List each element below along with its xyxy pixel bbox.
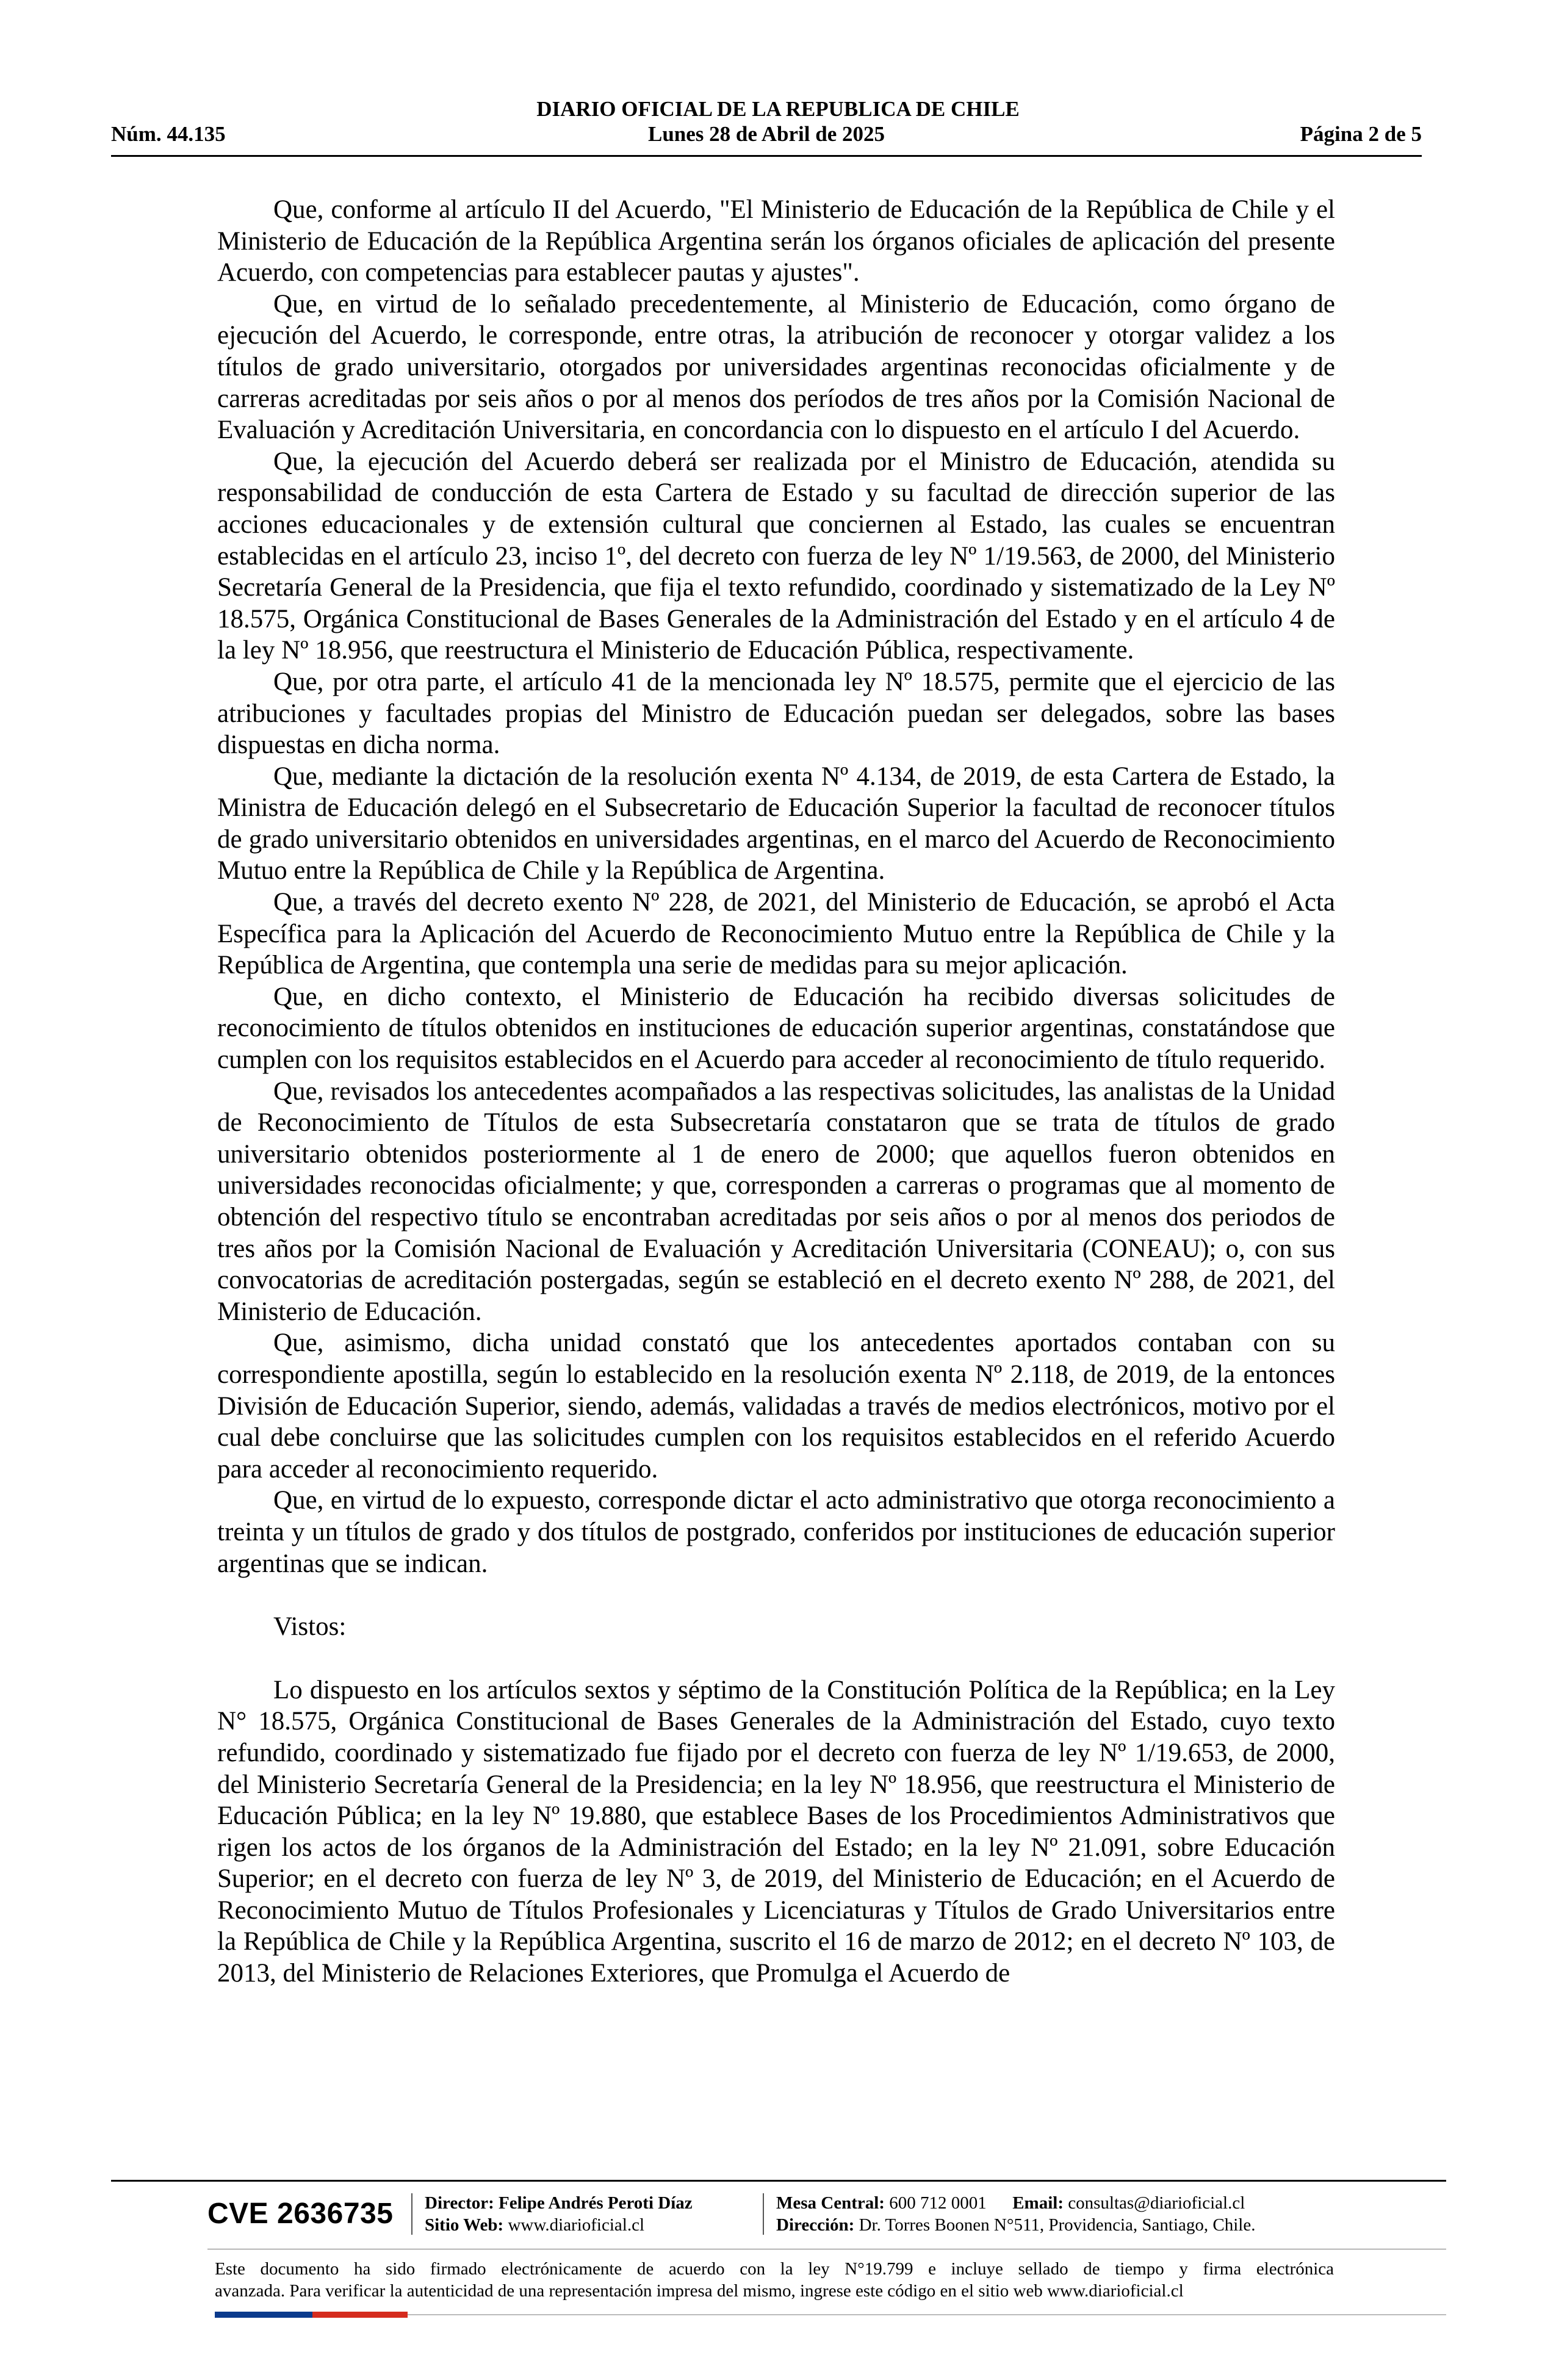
header-divider: [111, 155, 1422, 157]
paragraph: Que, en virtud de lo señalado precedentemente, al Ministerio de Educación, como órgano de ejecución del Acuerdo, le corresponde, entre otras, la atribución de reconocer y otorgar validez a los títulos de grado universitario, otorgados por universidades argentinas reconocidas oficialmente y de carreras acreditadas por seis años o por al menos dos períodos de tres años por la Comisión Nacional de Evaluación y Acreditación Universitaria, en concordancia con lo dispuesto en el artículo I del Acuerdo.: [217, 289, 1335, 445]
footer-bottom-rule: [408, 2314, 1446, 2315]
flag-red-segment: [312, 2312, 408, 2318]
notice-line-2: avanzada. Para verificar la autenticidad de una representación impresa del mismo, ingrese este código en el sitio web www.diarioficial.cl: [215, 2281, 1184, 2301]
paragraph: Que, la ejecución del Acuerdo deberá ser realizada por el Ministro de Educación, atendida su responsabilidad de conducción de esta Cartera de Estado y su facultad de dirección superior de las acciones educacionales y de extensión cultural que conciernen al Estado, las cuales se encuentran establecidas en el artículo 23, inciso 1º, del decreto con fuerza de ley Nº 1/19.563, de 2000, del Ministerio Secretaría General de la Presidencia, que fija el texto refundido, coordinado y sistematizado de la Ley Nº 18.575, Orgánica Constitucional de Bases Generales de la Administración del Estado y en el artículo 4 de la ley Nº 18.956, que reestructura el Ministerio de Educación Pública, respectivamente.: [217, 447, 1335, 665]
footer-divider: [111, 2180, 1446, 2182]
paragraph: Que, en virtud de lo expuesto, corresponde dictar el acto administrativo que otorga reconocimiento a treinta y un títulos de grado y dos títulos de postgrado, conferidos por instituciones de educación superior argentinas que se indican.: [217, 1486, 1335, 1578]
director-name: Felipe Andrés Peroti Díaz: [499, 2193, 693, 2213]
header-row: [111, 121, 1422, 148]
email-link[interactable]: consultas@diarioficial.cl: [1068, 2193, 1245, 2213]
paragraph: Que, por otra parte, el artículo 41 de la mencionada ley Nº 18.575, permite que el ejercicio de las atribuciones y facultades propias del Ministro de Educación puedan ser delegados, sobre las bases dispuestas en dicha norma.: [217, 667, 1335, 760]
flag-blue-segment: [215, 2312, 312, 2318]
document-body: [217, 194, 1335, 1989]
paragraph: Que, mediante la dictación de la resolución exenta Nº 4.134, de 2019, de esta Cartera de Estado, la Ministra de Educación delegó en el Subsecretario de Educación Superior la facultad de reconocer títulos de grado universitario obtenidos en universidades argentinas, en el marco del Acuerdo de Reconocimiento Mutuo entre la República de Chile y la República de Argentina.: [217, 762, 1335, 885]
website-label: Sitio Web:: [425, 2215, 504, 2235]
director-line: [425, 2192, 693, 2214]
vistos-paragraph: Lo dispuesto en los artículos sextos y séptimo de la Constitución Política de la República; en la Ley N° 18.575, Orgánica Constitucional de Bases Generales de la Administración del Estado, cuyo texto refundido, coordinado y sistematizado fue fijado por el decreto con fuerza de ley Nº 1/19.653, de 2000, del Ministerio Secretaría General de la Presidencia; en la ley Nº 18.956, que reestructura el Ministerio de Educación Pública; en la ley Nº 19.880, que establece Bases de los Procedimientos Administrativos que rigen los actos de los órganos de la Administración del Estado; en la ley Nº 21.091, sobre Educación Superior; en el decreto con fuerza de ley Nº 3, de 2019, del Ministerio de Educación; en el Acuerdo de Reconocimiento Mutuo de Títulos Profesionales y Licenciaturas y Títulos de Grado Universitarios entre la República de Chile y la República Argentina, suscrito el 16 de marzo de 2012; en el decreto Nº 103, de 2013, del Ministerio de Relaciones Exteriores, que Promulga el Acuerdo de: [217, 1675, 1335, 1988]
cve-code: CVE 2636735: [207, 2198, 394, 2230]
contact-line: [776, 2192, 1245, 2214]
footer-separator: [763, 2193, 764, 2235]
paragraph: Que, en dicho contexto, el Ministerio de Educación ha recibido diversas solicitudes de reconocimiento de títulos obtenidos en instituciones de educación superior argentinas, constatándose que cumplen con los requisitos establecidos en el Acuerdo para acceder al reconocimiento de título requerido.: [217, 982, 1335, 1075]
mesa-label: Mesa Central:: [776, 2193, 885, 2213]
vistos-heading: Vistos:: [273, 1612, 347, 1642]
director-label: Director:: [425, 2193, 494, 2213]
email-label: Email:: [1012, 2193, 1064, 2213]
notice-line-1: Este documento ha sido firmado electrónicamente de acuerdo con la ley N°19.799 e incluye sellado de tiempo y firma electrónica: [215, 2259, 1334, 2279]
footer-separator: [411, 2193, 412, 2235]
address-label: Dirección:: [776, 2215, 855, 2235]
paragraph: Que, asimismo, dicha unidad constató que los antecedentes aportados contaban con su correspondiente apostilla, según lo establecido en la resolución exenta Nº 2.118, de 2019, de la entonces División de Educación Superior, siendo, además, validadas a través de medios electrónicos, motivo por el cual debe concluirse que las solicitudes cumplen con los requisitos establecidos en el referido Acuerdo para acceder al reconocimiento requerido.: [217, 1329, 1335, 1484]
address-line: [776, 2214, 1255, 2236]
website-link[interactable]: www.diarioficial.cl: [508, 2215, 645, 2235]
page-number: Página 2 de 5: [1300, 122, 1422, 146]
address-value: Dr. Torres Boonen N°511, Providencia, Santiago, Chile.: [859, 2215, 1256, 2235]
paragraph: Que, conforme al artículo II del Acuerdo, "El Ministerio de Educación de la República de Chile y el Ministerio de Educación de la República Argentina serán los órganos oficiales de aplicación del presente Acuerdo, con competencias para establecer pautas y ajustes".: [217, 195, 1335, 287]
issue-date: Lunes 28 de Abril de 2025: [648, 122, 885, 146]
paragraph: Que, revisados los antecedentes acompañados a las respectivas solicitudes, las analistas de la Unidad de Reconocimiento de Títulos de esta Subsecretaría constataron que se trata de títulos de grado universitario obtenidos posteriormente al 1 de enero de 2000; que aquellos fueron obtenidos en universidades reconocidas oficialmente; y que, corresponden a carreras o programas que al momento de obtención del respectivo título se encontraban acreditadas por seis años o por al menos dos periodos de tres años por la Comisión Nacional de Evaluación y Acreditación Universitaria (CONEAU); o, con sus convocatorias de acreditación postergadas, según se estableció en el decreto exento Nº 288, de 2021, del Ministerio de Educación.: [217, 1076, 1335, 1326]
signature-notice: [215, 2258, 1334, 2302]
footer-info: [207, 2190, 1355, 2238]
mesa-phone: 600 712 0001: [889, 2193, 987, 2213]
website-line: [425, 2214, 644, 2236]
issue-number: Núm. 44.135: [111, 122, 226, 146]
publication-title: DIARIO OFICIAL DE LA REPUBLICA DE CHILE: [536, 97, 1020, 121]
flag-color-bar: [215, 2312, 408, 2318]
paragraph: Que, a través del decreto exento Nº 228, de 2021, del Ministerio de Educación, se aprobó el Acta Específica para la Aplicación del Acuerdo de Reconocimiento Mutuo entre la República de Chile y la República de Argentina, que contempla una serie de medidas para su mejor aplicación.: [217, 888, 1335, 980]
